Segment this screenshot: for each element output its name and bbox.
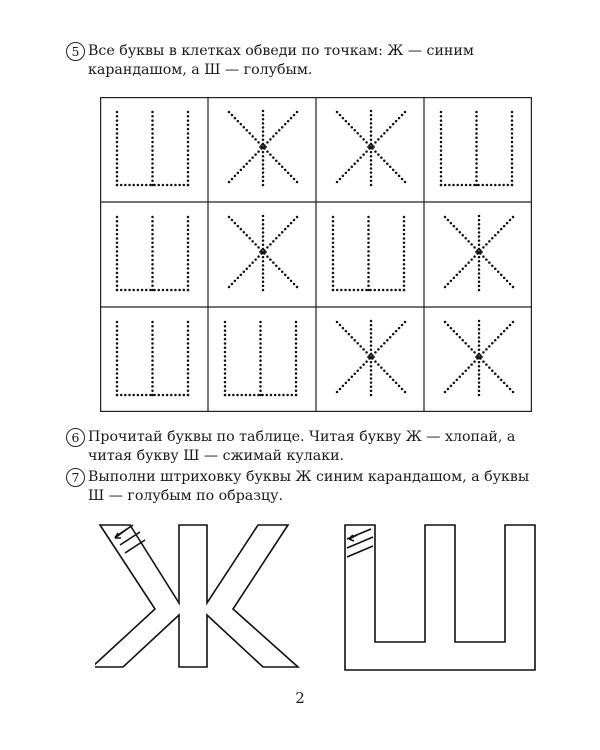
task-6-text: Прочитай буквы по таблице. Читая букву Ж — хлопай, а читая букву Ш — сжимай кулаки.: [88, 429, 516, 464]
dotted-letter-sh: [116, 216, 190, 292]
dotted-letter-sh: [332, 216, 406, 292]
task-7-text: Выполни штриховку буквы Ж синим карандашом, а буквы Ш — голубым по образцу.: [88, 469, 530, 504]
grid-lines: [100, 97, 532, 412]
shading-letters: [95, 515, 540, 675]
task-7-number: 7: [66, 468, 85, 487]
task-5-number: 5: [66, 42, 85, 61]
dotted-letter-sh: [440, 111, 514, 187]
dotted-letter-zh: [336, 110, 407, 187]
task-5: [71, 42, 548, 80]
dotted-letter-sh: [116, 111, 190, 187]
dotted-letter-zh: [228, 110, 299, 187]
tracing-grid: [100, 97, 532, 412]
page-number: 2: [295, 689, 305, 707]
task-5-text: Все буквы в клетках обведи по точкам: Ж — синим карандашом, а Ш — голубым.: [88, 43, 474, 78]
tracing-grid-svg: [100, 97, 532, 412]
dotted-letter-zh: [444, 320, 515, 397]
task-6-number: 6: [66, 428, 85, 447]
dotted-letter-zh: [336, 320, 407, 397]
dotted-letter-zh: [444, 215, 515, 292]
dotted-letter-sh: [116, 321, 190, 397]
task-6: [71, 428, 548, 466]
task-7: [71, 468, 548, 506]
dotted-letter-sh: [224, 321, 298, 397]
shading-letters-svg: [95, 515, 540, 675]
outline-letter-zh: [95, 525, 298, 667]
dotted-letter-zh: [228, 215, 299, 292]
outline-letter-sh: [345, 525, 535, 670]
